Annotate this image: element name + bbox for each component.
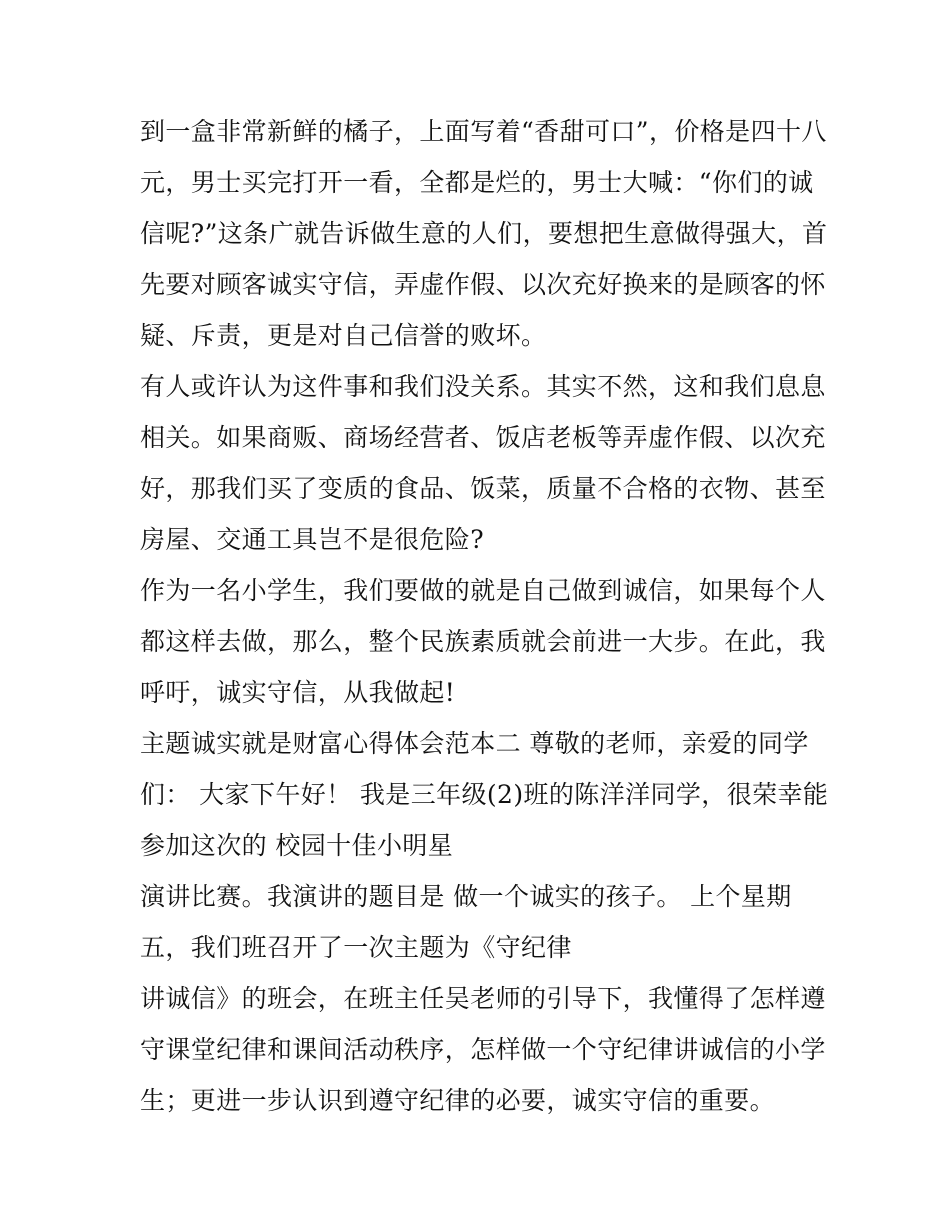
text-line: 信呢?”这条广就告诉做生意的人们，要想把生意做得强大，首 <box>140 219 828 248</box>
text-line: 呼吁，诚实守信，从我做起! <box>140 678 456 707</box>
text-line: 相关。如果商贩、商场经营者、饭店老板等弄虚作假、以次充 <box>140 423 826 452</box>
text-line: 到一盒非常新鲜的橘子，上面写着“香甜可口”，价格是四十八 <box>140 117 827 146</box>
text-line: 生；更进一步认识到遵守纪律的必要，诚实守信的重要。 <box>140 1086 776 1115</box>
text-line: 房屋、交通工具岂不是很危险? <box>140 525 485 554</box>
document-body <box>140 106 830 1126</box>
text-line: 主题诚实就是财富心得体会范本二 尊敬的老师，亲爱的同学 <box>140 729 809 758</box>
text-line: 演讲比赛。我演讲的题目是 做一个诚实的孩子。 上个星期 <box>140 882 792 911</box>
text-line: 先要对顾客诚实守信，弄虚作假、以次充好换来的是顾客的怀 <box>140 270 826 299</box>
text-line: 元，男士买完打开一看，全都是烂的，男士大喊：“你们的诚 <box>140 168 814 197</box>
text-line: 作为一名小学生，我们要做的就是自己做到诚信，如果每个人 <box>140 576 826 605</box>
text-line: 参加这次的 校园十佳小明星 <box>140 831 454 860</box>
text-line: 守课堂纪律和课间活动秩序，怎样做一个守纪律讲诚信的小学 <box>140 1035 826 1064</box>
text-line: 都这样去做，那么，整个民族素质就会前进一大步。在此，我 <box>140 627 826 656</box>
text-line: 疑、斥责，更是对自己信誉的败坏。 <box>140 321 547 350</box>
text-line: 讲诚信》的班会，在班主任吴老师的引导下，我懂得了怎样遵 <box>140 984 826 1013</box>
text-line: 好，那我们买了变质的食品、饭菜，质量不合格的衣物、甚至 <box>140 474 826 503</box>
text-line: 们： 大家下午好！ 我是三年级(2)班的陈洋洋同学，很荣幸能 <box>140 780 829 809</box>
text-line: 五，我们班召开了一次主题为《守纪律 <box>140 933 572 962</box>
text-line: 有人或许认为这件事和我们没关系。其实不然，这和我们息息 <box>140 372 826 401</box>
